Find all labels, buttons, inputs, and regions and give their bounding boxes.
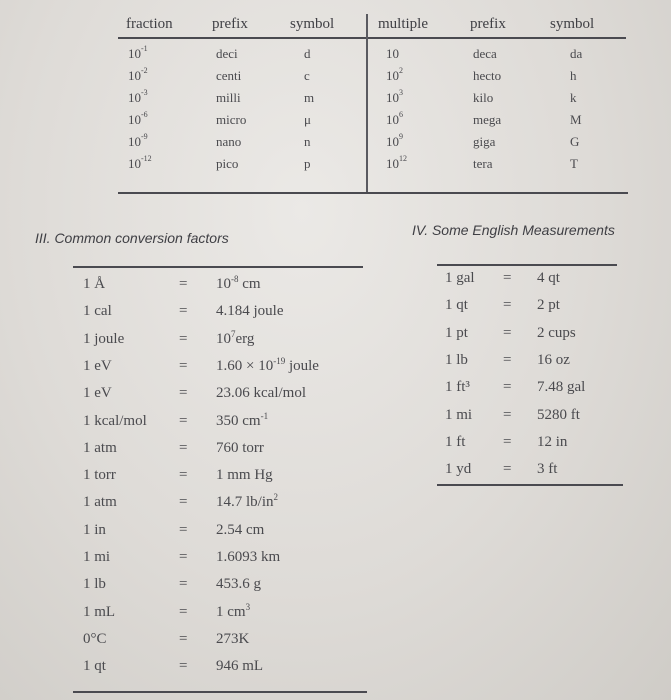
- conversion-rhs: 946 mL: [216, 658, 264, 675]
- section-iii-top-rule: [73, 266, 363, 268]
- equals-sign: =: [179, 412, 188, 429]
- conversion-lhs: 1 lb: [445, 351, 468, 368]
- symbol-large-cell: M: [570, 112, 582, 127]
- conversion-lhs: 1 mi: [83, 549, 111, 565]
- section-iv-top-rule: [437, 264, 617, 266]
- equals-sign: =: [179, 658, 188, 675]
- symbol-small-cell: μ: [304, 112, 311, 127]
- conversion-rhs: 12 in: [537, 433, 568, 450]
- conversion-row: [445, 297, 645, 323]
- conversion-rhs: $10^7erg$: [216, 328, 255, 347]
- conversion-lhs: 1 atm: [83, 494, 117, 511]
- equals-sign: =: [503, 433, 512, 450]
- multiple-exponent: 12: [399, 154, 407, 163]
- conversion-rhs: 14.7 $lb/in^2$: [216, 492, 279, 511]
- multiple-cell: $10^2$: [386, 66, 403, 83]
- fraction-exponent: -9: [141, 132, 148, 141]
- fraction-exponent: -1: [141, 44, 148, 53]
- conversion-lhs: 1 lb: [83, 576, 106, 593]
- prefix-small-cell: deci: [216, 46, 238, 61]
- conversion-rhs: $1.60 \times 10^{-19}$ joule: [216, 355, 319, 374]
- conversion-row: [83, 303, 383, 329]
- conversion-rhs: 453.6 g: [216, 576, 261, 593]
- multiple-cell: $10^9$: [386, 132, 403, 149]
- conversion-lhs: 1 yd: [445, 461, 472, 478]
- equals-sign: =: [179, 385, 188, 402]
- conversion-row: [83, 522, 383, 548]
- conversion-row: [445, 270, 645, 296]
- conversion-factors-list: [83, 276, 383, 696]
- equals-sign: =: [503, 379, 512, 396]
- equals-sign: =: [503, 297, 512, 314]
- conversion-lhs: 1 ft³: [445, 379, 470, 396]
- conversion-lhs: 1 pt: [445, 324, 468, 341]
- conversion-row: [445, 352, 645, 378]
- conversion-row: [83, 440, 383, 466]
- prefix-small-cell: centi: [216, 68, 242, 83]
- prefix-small-cell: milli: [216, 90, 241, 105]
- conversion-lhs: 1 gal: [445, 270, 475, 286]
- rhs-exponent: -1: [260, 410, 269, 421]
- conversion-lhs: 1 eV: [83, 385, 112, 402]
- equals-sign: =: [179, 576, 188, 593]
- rhs-exponent: -19: [273, 355, 286, 366]
- conversion-rhs: 5280 ft: [537, 406, 580, 423]
- conversion-lhs: 1 mi: [445, 406, 473, 423]
- multiple-exponent: 9: [399, 132, 403, 141]
- header-symbol-large: symbol: [550, 16, 595, 32]
- section-iii-bottom-rule: [73, 691, 367, 693]
- conversion-rhs: 350 $cm^{-1}$: [216, 410, 269, 429]
- equals-sign: =: [179, 521, 188, 538]
- prefix-table-row: [118, 65, 628, 87]
- equals-sign: =: [179, 630, 188, 647]
- section-iv-bottom-rule: [437, 484, 623, 486]
- multiple-cell: $10^3$: [386, 88, 403, 105]
- conversion-rhs: 3 ft: [537, 461, 558, 478]
- fraction-cell: $10^{-9}$: [128, 132, 148, 149]
- header-prefix-large: prefix: [470, 16, 506, 32]
- conversion-row: [83, 658, 383, 684]
- fraction-exponent: -6: [141, 110, 148, 119]
- conversion-rhs: 273K: [216, 630, 250, 647]
- conversion-rhs: 2 pt: [537, 297, 560, 314]
- symbol-small-cell: c: [304, 68, 310, 83]
- conversion-row: [83, 576, 383, 602]
- conversion-rhs: 2 cups: [537, 324, 576, 341]
- prefix-small-cell: nano: [216, 134, 242, 149]
- equals-sign: =: [179, 467, 188, 484]
- rhs-exponent: 2: [273, 492, 279, 503]
- conversion-row: [445, 379, 645, 405]
- conversion-lhs: 1 mL: [83, 603, 116, 620]
- conversion-rhs: $10^{-8}$ cm: [216, 274, 261, 292]
- symbol-small-cell: n: [304, 134, 311, 149]
- fraction-cell: $10^{-1}$: [128, 44, 148, 61]
- equals-sign: =: [503, 324, 512, 341]
- fraction-exponent: -12: [141, 154, 152, 163]
- conversion-lhs: 1 atm: [83, 439, 117, 456]
- conversion-rhs: 23.06 kcal/mol: [216, 385, 306, 402]
- conversion-row: [83, 601, 383, 630]
- rhs-exponent: -8: [231, 274, 239, 284]
- prefix-large-cell: kilo: [473, 90, 494, 105]
- conversion-rhs: 1 mm Hg: [216, 467, 273, 484]
- conversion-row: [83, 631, 383, 657]
- conversion-lhs: 1 in: [83, 521, 106, 538]
- conversion-row: [83, 276, 383, 302]
- equals-sign: =: [503, 351, 512, 368]
- header-prefix-small: prefix: [212, 16, 248, 32]
- prefix-large-cell: giga: [473, 134, 496, 149]
- conversion-lhs: 1 ft: [445, 433, 466, 450]
- equals-sign: =: [179, 494, 188, 511]
- equals-sign: =: [179, 603, 188, 620]
- prefix-small-cell: pico: [216, 156, 239, 171]
- fraction-cell: $10^{-12}$: [128, 154, 152, 171]
- si-prefix-table: [118, 14, 628, 171]
- conversion-row: [83, 494, 383, 520]
- symbol-small-cell: p: [304, 156, 311, 171]
- prefix-large-cell: mega: [473, 112, 502, 127]
- conversion-row: [83, 549, 383, 575]
- conversion-row: [83, 467, 383, 493]
- multiple-exponent: 3: [399, 88, 403, 97]
- equals-sign: =: [503, 461, 512, 478]
- symbol-large-cell: k: [570, 90, 577, 105]
- prefix-small-cell: micro: [216, 112, 247, 127]
- fraction-exponent: -2: [141, 66, 148, 75]
- symbol-small-cell: m: [304, 90, 315, 105]
- conversion-rhs: 4 qt: [537, 270, 560, 286]
- conversion-rhs: 760 torr: [216, 439, 264, 456]
- conversion-rhs: 4.184 joule: [216, 303, 284, 320]
- symbol-large-cell: T: [570, 156, 578, 171]
- fraction-cell: $10^{-2}$: [128, 66, 148, 83]
- prefix-table-row: [118, 131, 628, 153]
- fraction-cell: $10^{-3}$: [128, 88, 148, 105]
- conversion-lhs: 1 qt: [445, 297, 468, 314]
- equals-sign: =: [179, 549, 188, 565]
- equals-sign: =: [179, 357, 188, 374]
- section-iii-title: III. Common conversion factors: [35, 230, 229, 246]
- symbol-large-cell: G: [570, 134, 580, 149]
- symbol-large-cell: h: [570, 68, 577, 83]
- equals-sign: =: [179, 439, 188, 456]
- symbol-large-cell: da: [570, 46, 583, 61]
- conversion-lhs: 1 qt: [83, 658, 106, 675]
- equals-sign: =: [179, 276, 188, 292]
- section-iv-title: IV. Some English Measurements: [412, 222, 615, 238]
- english-measurements-list: [445, 270, 645, 490]
- prefix-rows: [118, 43, 628, 175]
- prefix-large-cell: hecto: [473, 68, 502, 83]
- multiple-exponent: 2: [399, 66, 403, 75]
- prefix-table-row: [118, 43, 628, 65]
- conversion-row: [445, 407, 645, 433]
- conversion-row: [445, 325, 645, 351]
- fraction-cell: $10^{-6}$: [128, 110, 148, 127]
- equals-sign: =: [503, 406, 512, 423]
- multiple-cell: 10: [386, 46, 399, 61]
- prefix-large-cell: deca: [473, 46, 497, 61]
- conversion-lhs: 1 eV: [83, 357, 112, 374]
- header-fraction: fraction: [126, 16, 173, 32]
- prefix-table-row: [118, 153, 628, 175]
- prefix-table-row: [118, 87, 628, 109]
- conversion-rhs: 1.6093 km: [216, 549, 281, 565]
- rhs-exponent: 7: [231, 328, 236, 339]
- header-multiple: multiple: [378, 16, 428, 32]
- equals-sign: =: [179, 303, 188, 320]
- header-rule: [118, 37, 626, 39]
- conversion-row: [83, 355, 383, 384]
- multiple-cell: $10^6$: [386, 110, 403, 127]
- conversion-lhs: 1 Å: [83, 276, 106, 292]
- conversion-rhs: 16 oz: [537, 351, 570, 368]
- fraction-exponent: -3: [141, 88, 148, 97]
- prefix-table-header: [118, 14, 628, 36]
- conversion-row: [83, 328, 383, 357]
- conversion-lhs: 1 torr: [83, 467, 116, 484]
- conversion-row: [83, 410, 383, 439]
- conversion-row: [445, 434, 645, 460]
- prefix-large-cell: tera: [473, 156, 493, 171]
- conversion-rhs: 2.54 cm: [216, 521, 265, 538]
- multiple-exponent: 6: [399, 110, 403, 119]
- header-symbol-small: symbol: [290, 16, 335, 32]
- prefix-table-row: [118, 109, 628, 131]
- conversion-lhs: 1 kcal/mol: [83, 412, 147, 429]
- rhs-exponent: 3: [245, 601, 251, 612]
- conversion-lhs: 1 joule: [83, 330, 125, 347]
- conversion-rhs: 1 $cm^3$: [216, 601, 251, 620]
- conversion-lhs: 1 cal: [83, 303, 112, 320]
- equals-sign: =: [179, 330, 188, 347]
- multiple-cell: $10^{12}$: [386, 154, 407, 171]
- equals-sign: =: [503, 270, 512, 286]
- conversion-rhs: 7.48 gal: [537, 379, 586, 396]
- conversion-row: [83, 385, 383, 411]
- table-bottom-rule: [118, 192, 628, 194]
- conversion-lhs: 0°C: [83, 630, 107, 647]
- symbol-small-cell: d: [304, 46, 311, 61]
